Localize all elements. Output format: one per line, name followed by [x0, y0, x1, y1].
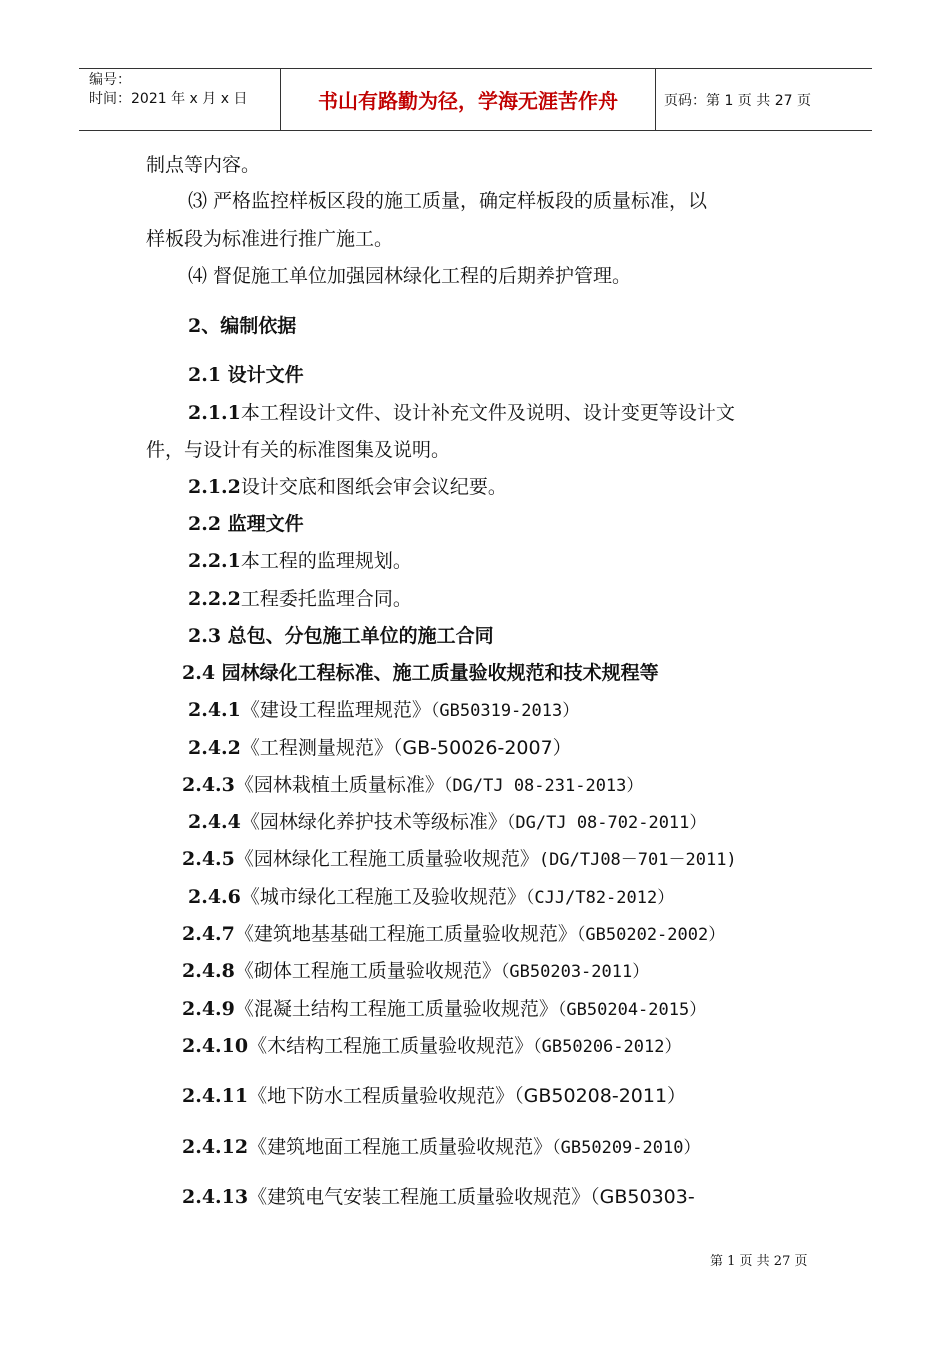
section-heading: 2、编制依据: [188, 315, 297, 337]
standard-name: 《城市绿化工程施工及验收规范》: [240, 886, 526, 908]
standard-code: （GB50202-2002）: [576, 925, 726, 945]
standard-code: （GB50209-2010）: [552, 1138, 701, 1158]
clause-text: 工程委托监理合同。: [240, 588, 412, 610]
standard-name: 《园林栽植土质量标准》: [234, 774, 444, 796]
clause-text: 本工程的监理规划。: [240, 550, 412, 572]
standard-entry: [182, 1084, 686, 1108]
standard-entry: [188, 736, 572, 760]
clause-number: 2.4.6: [188, 886, 241, 908]
standard-name: 《地下防水工程质量验收规范》: [248, 1085, 515, 1107]
standard-name: 《园林绿化工程施工质量验收规范》: [234, 848, 539, 870]
standard-name: 《建筑电气安装工程施工质量验收规范》: [248, 1186, 591, 1208]
standard-entry: [182, 1135, 700, 1160]
standard-entry: [188, 810, 706, 835]
clause-number: 2.4.5: [182, 848, 235, 870]
clause-number: 2.1.2: [188, 476, 241, 498]
clause-number: 2.4.9: [182, 998, 235, 1020]
clause-number: 2.4.1: [188, 699, 241, 721]
standard-name: 《木结构工程施工质量验收规范》: [248, 1035, 534, 1057]
clause: [188, 549, 412, 573]
clause-number: 2.4.4: [188, 811, 241, 833]
clause-number: 2.2.1: [188, 550, 241, 572]
clause-number: 2.4.3: [182, 774, 235, 796]
standard-code: (DG/TJ08－701－2011): [538, 850, 737, 870]
standard-name: 《工程测量规范》: [240, 737, 393, 759]
standard-code: （GB50208-2011）: [514, 1085, 687, 1107]
clause-number: 2.4.13: [182, 1186, 249, 1208]
standard-code: （DG/TJ 08-702-2011）: [506, 813, 707, 833]
body-line: 制点等内容。: [146, 154, 261, 176]
standard-entry: [188, 885, 674, 910]
clause-number: 2.4.12: [182, 1136, 249, 1158]
section-heading: 2.4 园林绿化工程标准、施工质量验收规范和技术规程等: [182, 662, 659, 684]
page-header: [79, 68, 872, 131]
section-heading: 2.3 总包、分包施工单位的施工合同: [188, 625, 494, 647]
document-number-label: 编号：: [89, 72, 131, 88]
standard-entry: [182, 1185, 695, 1209]
body-line: ⑶ 严格监控样板区段的施工质量，确定样板段的质量标准，以: [188, 190, 708, 212]
standard-code: （GB-50026-2007）: [392, 737, 572, 759]
body-line: ⑷ 督促施工单位加强园林绿化工程的后期养护管理。: [188, 265, 632, 287]
standard-entry: [182, 1034, 681, 1059]
clause-number: 2.2.2: [188, 588, 241, 610]
standard-entry: [182, 773, 643, 798]
clause-number: 2.4.2: [188, 737, 241, 759]
standard-name: 《砌体工程施工质量验收规范》: [234, 960, 501, 982]
standard-entry: [182, 847, 737, 872]
clause-number: 2.4.10: [182, 1035, 249, 1057]
header-motto: 书山有路勤为径，学海无涯苦作舟: [281, 69, 656, 130]
standard-entry: [188, 698, 579, 723]
standard-name: 《建设工程监理规范》: [240, 699, 431, 721]
page-footer: 第 1 页 共 27 页: [710, 1254, 808, 1269]
clause: [188, 475, 507, 499]
clause: [188, 587, 412, 611]
section-heading: 2.2 监理文件: [188, 513, 304, 535]
standard-name: 《混凝土结构工程施工质量验收规范》: [234, 998, 558, 1020]
header-page-info: 页码：第 1 页 共 27 页: [664, 92, 811, 109]
standard-code: （GB50206-2012）: [533, 1037, 682, 1057]
standard-code: （GB50203-2011）: [500, 962, 650, 982]
body-line: 样板段为标准进行推广施工。: [146, 228, 394, 250]
clause-text: 本工程设计文件、设计补充文件及说明、设计变更等设计文: [240, 402, 735, 424]
standard-code: （GB50204-2015）: [557, 1000, 707, 1020]
clause-number: 2.4.7: [182, 923, 235, 945]
standard-entry: [182, 959, 649, 984]
document-time-label: 时间：2021 年 x 月 x 日: [89, 91, 248, 107]
clause-number: 2.4.8: [182, 960, 235, 982]
body-line: 件，与设计有关的标准图集及说明。: [146, 439, 451, 461]
standard-name: 《建筑地面工程施工质量验收规范》: [248, 1136, 553, 1158]
standard-name: 《建筑地基基础工程施工质量验收规范》: [234, 923, 577, 945]
standard-code: （CJJ/T82-2012）: [525, 888, 675, 908]
clause-text: 设计交底和图纸会审会议纪要。: [240, 476, 507, 498]
standard-code: （GB50319-2013）: [430, 701, 580, 721]
clause-number: 2.1.1: [188, 402, 241, 424]
section-heading: 2.1 设计文件: [188, 364, 304, 386]
standard-code: （DG/TJ 08-231-2013）: [443, 776, 644, 796]
standard-entry: [182, 997, 706, 1022]
header-meta: [79, 69, 281, 130]
clause-number: 2.4.11: [182, 1085, 249, 1107]
clause: [188, 401, 735, 425]
standard-code: （GB50303-: [590, 1186, 695, 1208]
standard-name: 《园林绿化养护技术等级标准》: [240, 811, 507, 833]
standard-entry: [182, 922, 725, 947]
